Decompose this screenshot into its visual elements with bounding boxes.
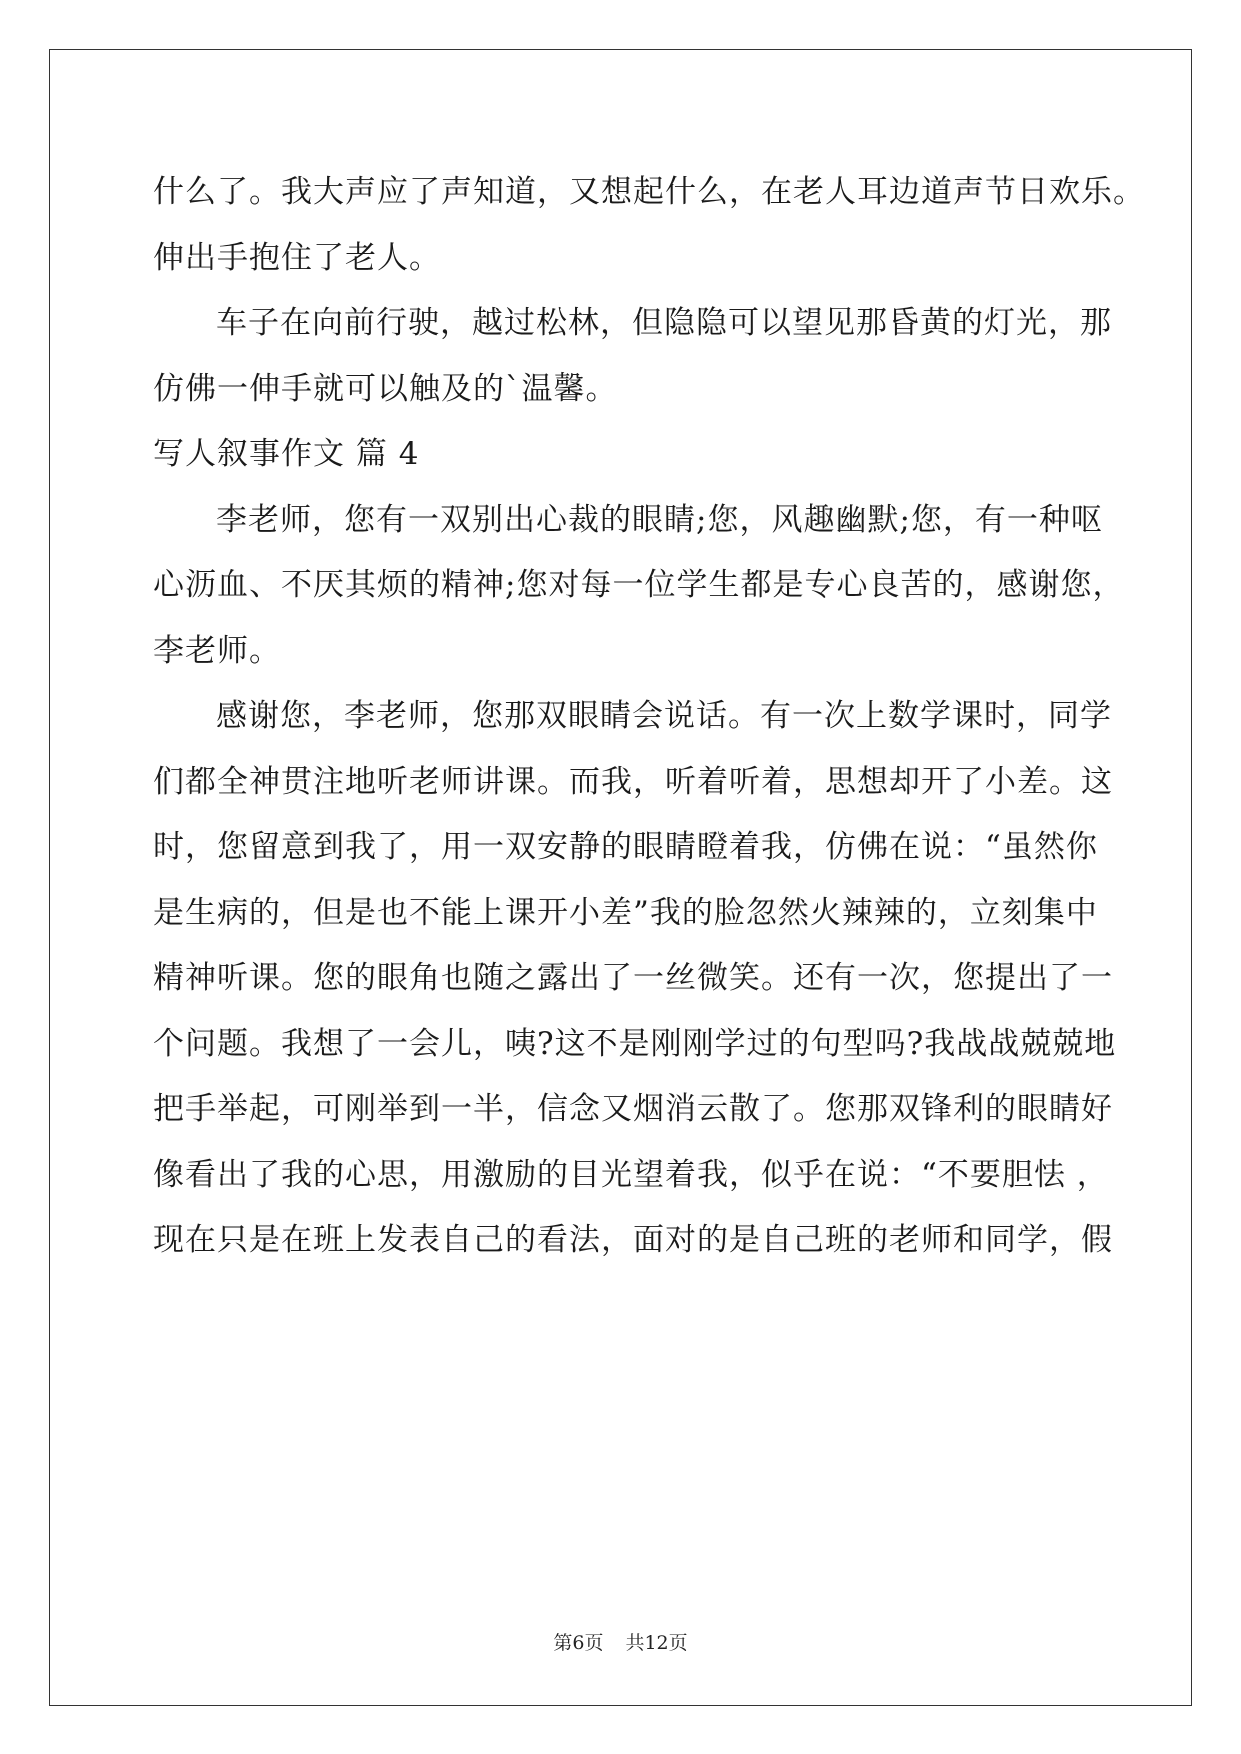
document-body (153, 160, 1145, 1274)
text-line: 是生病的，但是也不能上课开小差”我的脸忽然火辣辣的，立刻集中 (153, 894, 1098, 931)
page-number: 第6页 (553, 1632, 604, 1654)
text-line: 精神听课。您的眼角也随之露出了一丝微笑。还有一次，您提出了一 (153, 960, 1113, 996)
text-line: 个问题。我想了一会儿，咦?这不是刚刚学过的句型吗?我战战兢兢地 (153, 1025, 1117, 1062)
text-line: 心沥血、不厌其烦的精神;您对每一位学生都是专心良苦的，感谢您， (153, 567, 1125, 603)
text-line: 像看出了我的心思，用激励的目光望着我，似乎在说：“不要胆怯 ， (153, 1156, 1109, 1193)
text-line: 时，您留意到我了，用一双安静的眼睛瞪着我，仿佛在说：“虽然你 (153, 829, 1098, 865)
text-line: 李老师，您有一双别出心裁的眼睛;您，风趣幽默;您，有一种呕 (216, 501, 1103, 538)
text-line: 感谢您，李老师，您那双眼睛会说话。有一次上数学课时，同学 (216, 698, 1112, 734)
text-line: 车子在向前行驶，越过松林，但隐隐可以望见那昏黄的灯光，那 (216, 305, 1112, 341)
text-line: 把手举起，可刚举到一半，信念又烟消云散了。您那双锋利的眼睛好 (153, 1091, 1113, 1127)
text-line: 现在只是在班上发表自己的看法，面对的是自己班的老师和同学，假 (153, 1222, 1113, 1258)
page-footer (0, 1628, 1241, 1655)
text-line: 李老师。 (153, 632, 281, 669)
section-heading: 写人叙事作文 篇 4 (153, 436, 420, 472)
text-line: 们都全神贯注地听老师讲课。而我，听着听着，思想却开了小差。这 (153, 763, 1113, 800)
text-line: 仿佛一伸手就可以触及的`温馨。 (153, 370, 618, 407)
text-line: 伸出手抱住了老人。 (153, 239, 441, 276)
page-total: 共12页 (625, 1632, 688, 1654)
text-line: 什么了。我大声应了声知道，又想起什么，在老人耳边道声节日欢乐。 (153, 174, 1145, 210)
